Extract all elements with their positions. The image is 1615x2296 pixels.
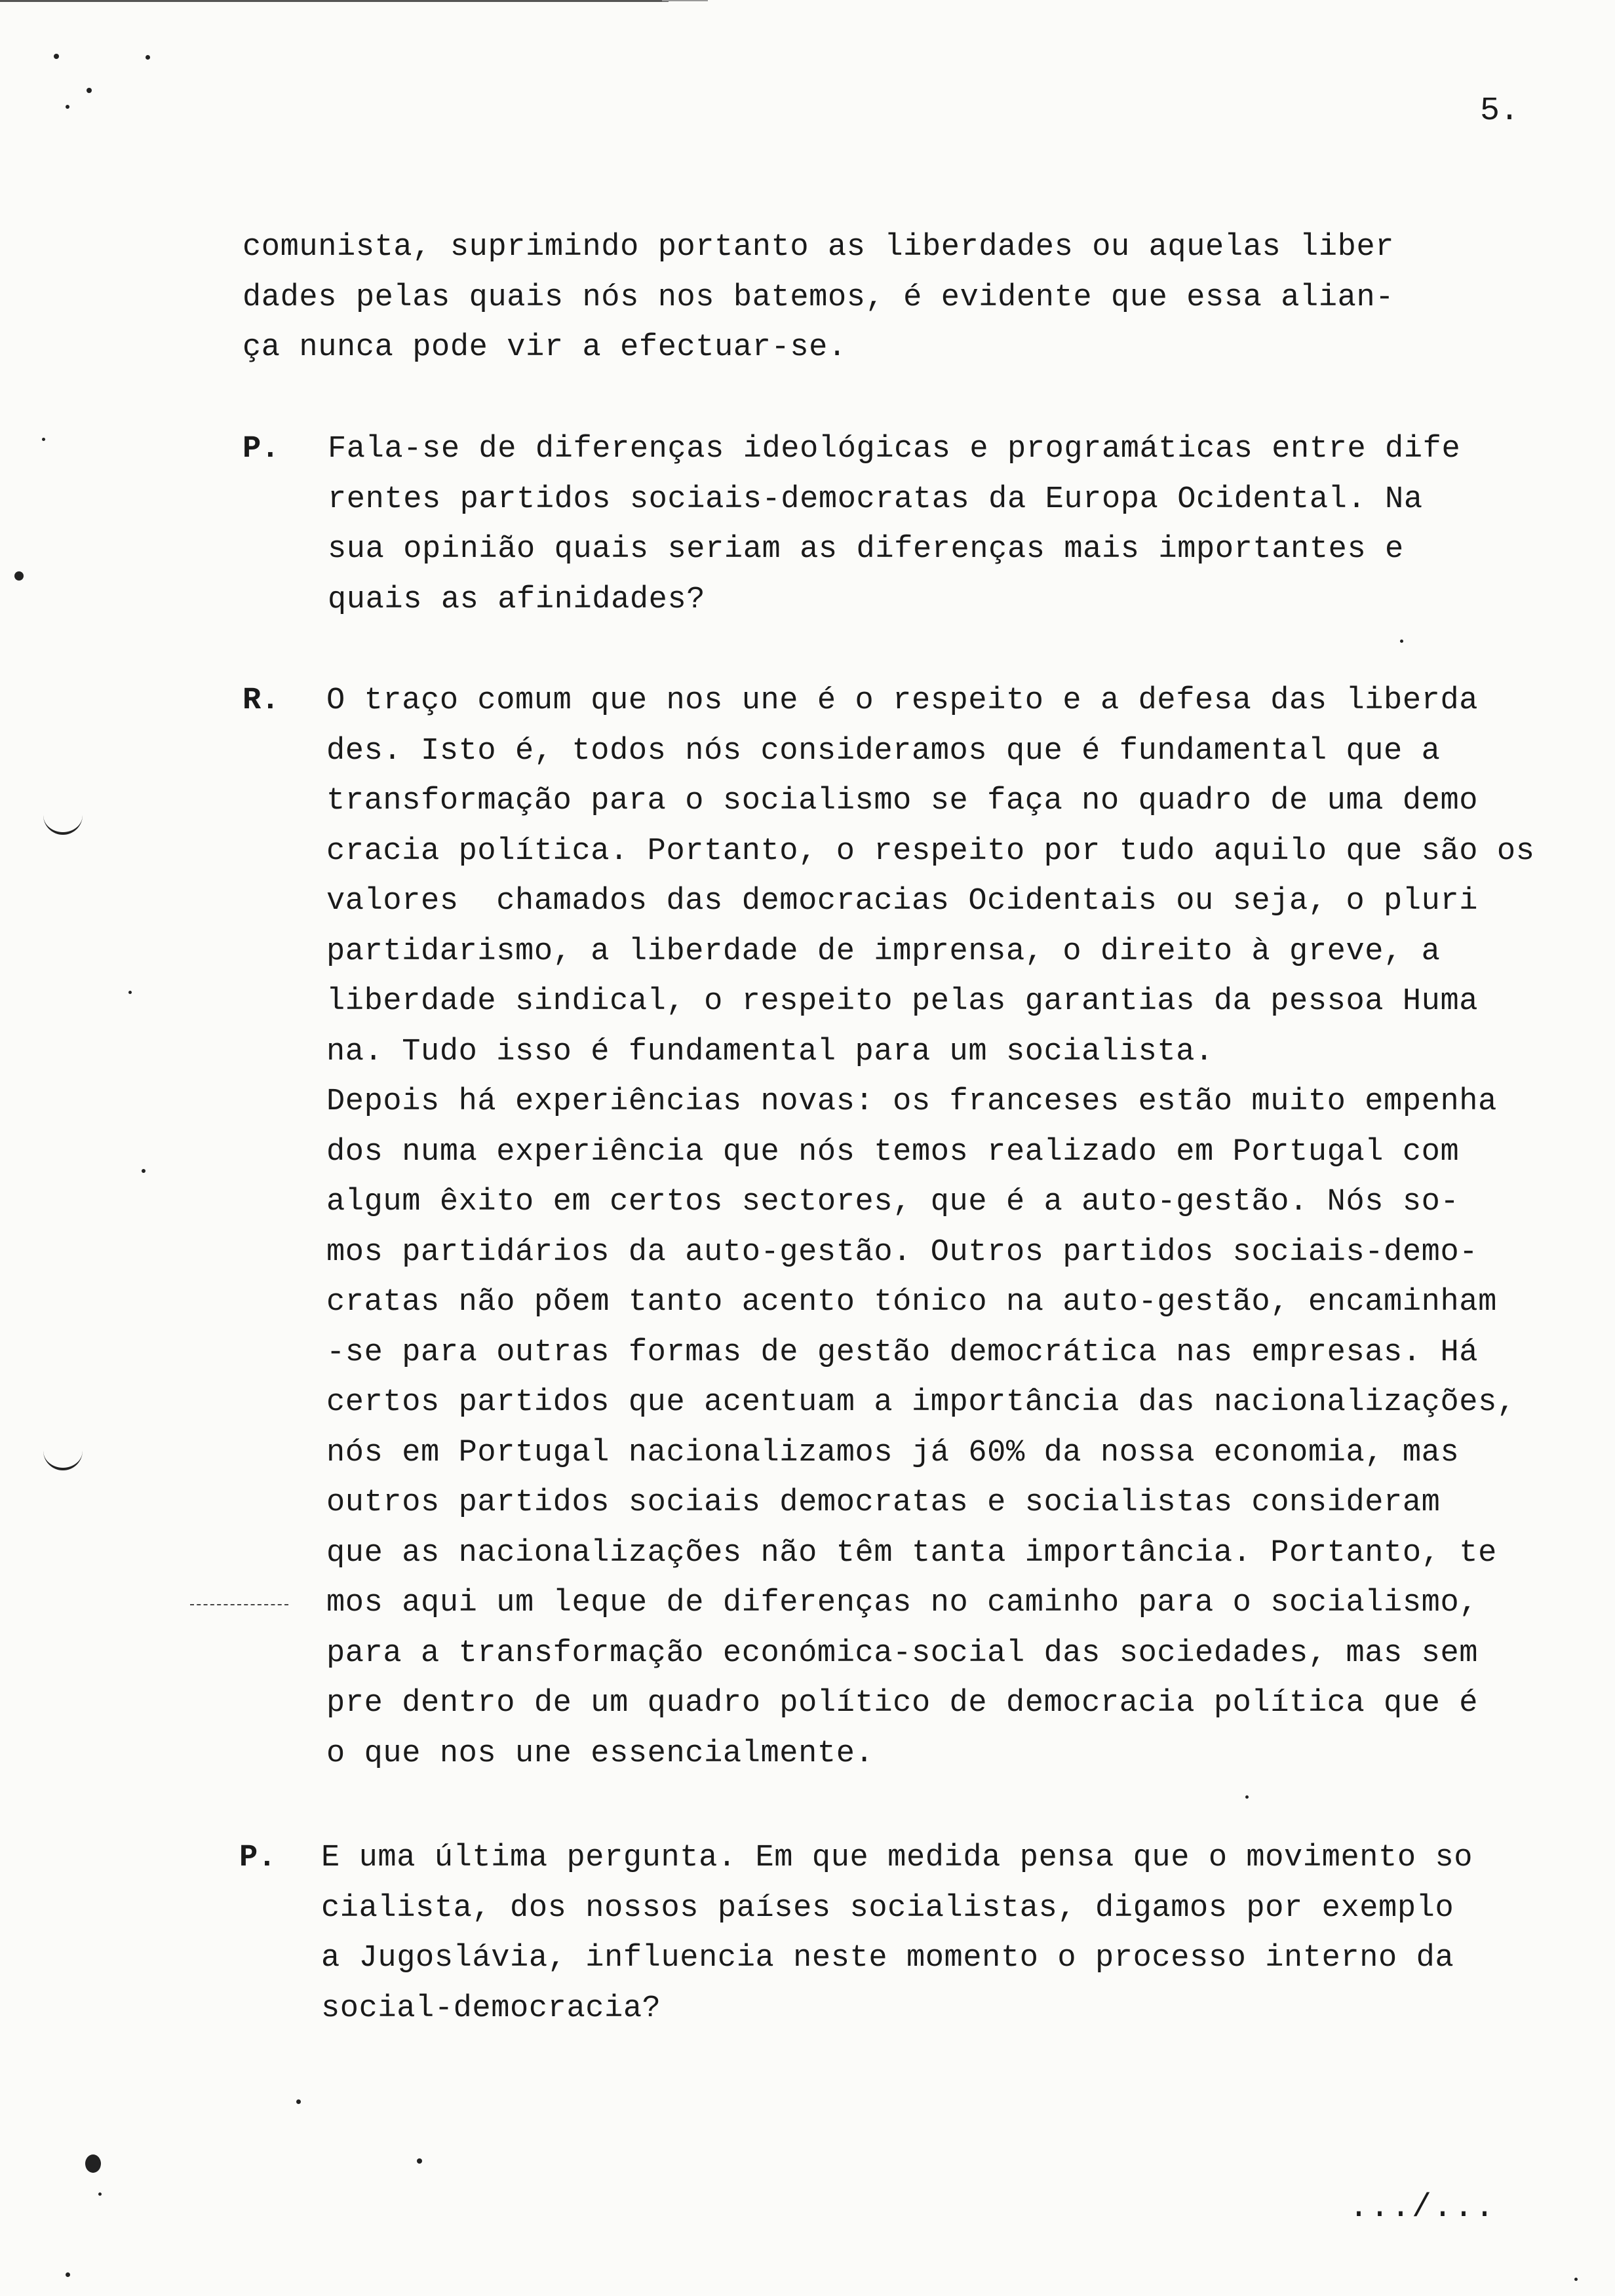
scan-speck	[85, 2154, 101, 2173]
text-line: Fala-se de diferenças ideológicas e programáticas entre dife	[328, 432, 1461, 467]
text-line: o que nos une essencialmente.	[326, 1736, 874, 1771]
scan-speck	[142, 1169, 146, 1173]
text-line: mos partidários da auto-gestão. Outros partidos sociais-demo-	[326, 1234, 1479, 1270]
question-paragraph	[321, 1833, 1473, 2034]
text-line: na. Tudo isso é fundamental para um socialista.	[326, 1034, 1214, 1069]
text-line: dos numa experiência que nós temos realizado em Portugal com	[326, 1134, 1460, 1170]
margin-dash-mark	[190, 1604, 288, 1605]
text-line: a Jugoslávia, influencia neste momento o processo interno da	[321, 1941, 1454, 1976]
text-line: que as nacionalizações não têm tanta importância. Portanto, te	[326, 1535, 1497, 1571]
text-line: E uma última pergunta. Em que medida pensa que o movimento so	[321, 1841, 1473, 1875]
text-line: nós em Portugal nacionalizamos já 60% da nossa economia, mas	[326, 1435, 1460, 1470]
scan-speck	[54, 54, 59, 59]
text-line: certos partidos que acentuam a importância das nacionalizações,	[326, 1385, 1516, 1420]
paragraph-continuation	[243, 223, 1394, 373]
answer-paragraph	[326, 676, 1535, 1779]
punch-hole-mark	[43, 1445, 83, 1470]
scan-speck	[296, 2099, 301, 2104]
answer-label: R.	[243, 683, 280, 718]
continuation-marker: .../...	[1349, 2189, 1496, 2227]
text-line: Depois há experiências novas: os franceses estão muito empenha	[326, 1084, 1497, 1119]
scan-speck	[1400, 640, 1403, 643]
scan-speck	[14, 571, 24, 581]
scan-speck	[66, 105, 69, 109]
question-label: P.	[239, 1841, 277, 1875]
text-line: rentes partidos sociais-democratas da Europa Ocidental. Na	[328, 482, 1423, 517]
text-line: -se para outras formas de gestão democrática nas empresas. Há	[326, 1335, 1479, 1370]
text-line: social-democracia?	[321, 1991, 661, 2026]
text-line: cialista, dos nossos países socialistas, digamos por exemplo	[321, 1890, 1454, 1926]
text-line: cracia política. Portanto, o respeito por tudo aquilo que são os	[326, 833, 1535, 869]
text-line: pre dentro de um quadro político de democracia política que é	[326, 1686, 1479, 1721]
scan-speck	[417, 2158, 422, 2164]
text-line: des. Isto é, todos nós consideramos que é fundamental que a	[326, 733, 1441, 769]
scan-speck	[66, 2272, 70, 2277]
text-line: mos aqui um leque de diferenças no caminho para o socialismo,	[326, 1586, 1479, 1620]
text-line: comunista, suprimindo portanto as liberdades ou aquelas liber	[243, 230, 1395, 265]
page-number: 5.	[1480, 92, 1520, 130]
text-line: sua opinião quais seriam as diferenças mais importantes e	[328, 532, 1404, 567]
question-paragraph	[328, 425, 1460, 625]
top-edge-rule-fragment	[662, 0, 708, 1]
text-line: ça nunca pode vir a efectuar-se.	[243, 330, 847, 365]
text-line: valores chamados das democracias Ocidentais ou seja, o pluri	[326, 884, 1479, 919]
text-line: liberdade sindical, o respeito pelas garantias da pessoa Huma	[326, 984, 1479, 1019]
scan-speck	[1245, 1795, 1249, 1799]
top-edge-rule	[0, 0, 669, 2]
scan-speck	[1574, 2278, 1578, 2281]
text-line: dades pelas quais nós nos batemos, é evidente que essa alian-	[243, 280, 1395, 315]
scan-speck	[98, 2192, 102, 2196]
text-line: transformação para o socialismo se faça no quadro de uma demo	[326, 784, 1479, 818]
scan-speck	[87, 88, 92, 93]
question-label: P.	[243, 432, 280, 467]
text-line: para a transformação económica-social das sociedades, mas sem	[326, 1636, 1479, 1671]
text-line: outros partidos sociais democratas e socialistas consideram	[326, 1485, 1441, 1520]
text-line: O traço comum que nos une é o respeito e a defesa das liberda	[326, 683, 1479, 718]
text-line: quais as afinidades?	[328, 582, 706, 617]
scan-speck	[146, 55, 150, 60]
text-line: algum êxito em certos sectores, que é a auto-gestão. Nós so-	[326, 1185, 1460, 1219]
scan-speck	[128, 991, 132, 994]
punch-hole-mark	[43, 810, 83, 835]
text-line: partidarismo, a liberdade de imprensa, o direito à greve, a	[326, 934, 1441, 969]
scan-speck	[42, 438, 45, 441]
text-line: cratas não põem tanto acento tónico na auto-gestão, encaminham	[326, 1285, 1497, 1320]
